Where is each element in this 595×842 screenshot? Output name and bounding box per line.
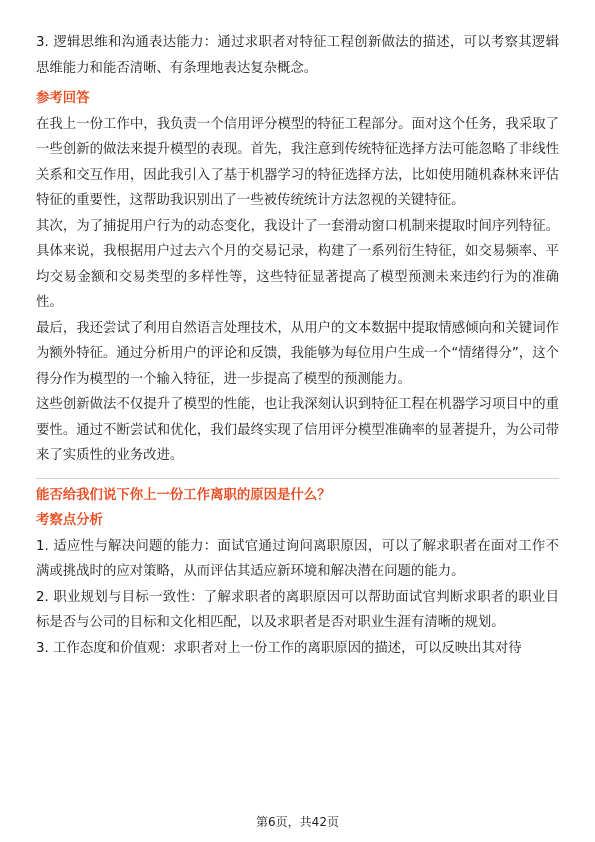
answer-heading: 参考回答 bbox=[36, 91, 90, 106]
analysis-list bbox=[36, 534, 559, 662]
answer-paragraph: 在我上一份工作中，我负责一个信用评分模型的特征工程部分。面对这个任务，我采取了一些创新的做法来提升模型的表现。首先，我注意到传统特征选择方法可能忽略了非线性关系和交互作用，因此我引入了基于机器学习的特征选择方法，比如使用随机森林来评估特征的重要性，这帮助我识别出了一些被传统统计方法忽视的关键特征。 bbox=[36, 116, 559, 208]
document-page bbox=[36, 30, 559, 661]
question-title: 能否给我们说下你上一份工作离职的原因是什么？ bbox=[36, 487, 331, 503]
answer-body bbox=[36, 112, 559, 469]
answer-paragraph: 最后，我还尝试了利用自然语言处理技术，从用户的文本数据中提取情感倾向和关键词作为额外特征。通过分析用户的评论和反馈，我能够为每位用户生成一个“情绪得分”，这个得分作为模型的一个输入特征，进一步提高了模型的预测能力。 bbox=[36, 320, 559, 387]
intro-list-item: 3. 逻辑思维和沟通表达能力：通过求职者对特征工程创新做法的描述，可以考察其逻辑思维能力和能否清晰、有条理地表达复杂概念。 bbox=[36, 35, 559, 76]
answer-paragraph: 这些创新做法不仅提升了模型的性能，也让我深刻认识到特征工程在机器学习项目中的重要性。通过不断尝试和优化，我们最终实现了信用评分模型准确率的显著提升，为公司带来了实质性的业务改进。 bbox=[36, 397, 559, 463]
answer-paragraph: 其次，为了捕捉用户行为的动态变化，我设计了一套滑动窗口机制来提取时间序列特征。具体来说，我根据用户过去六个月的交易记录，构建了一系列衍生特征，如交易频率、平均交易金额和交易类型的多样性等，这些特征显著提高了模型预测未来违约行为的准确性。 bbox=[36, 218, 559, 310]
page-number: 第6页，共42页 bbox=[256, 815, 339, 829]
section-divider bbox=[36, 478, 559, 479]
analysis-heading: 考察点分析 bbox=[36, 513, 103, 528]
analysis-item: 1. 适应性与解决问题的能力：面试官通过询问离职原因，可以了解求职者在面对工作不满或挑战时的应对策略，从而评估其适应新环境和解决潜在问题的能力。 bbox=[36, 538, 559, 579]
analysis-item: 3. 工作态度和价值观：求职者对上一份工作的离职原因的描述，可以反映出其对待 bbox=[36, 640, 522, 656]
analysis-item: 2. 职业规划与目标一致性：了解求职者的离职原因可以帮助面试官判断求职者的职业目标是否与公司的目标和文化相匹配，以及求职者是否对职业生涯有清晰的规划。 bbox=[36, 589, 559, 630]
